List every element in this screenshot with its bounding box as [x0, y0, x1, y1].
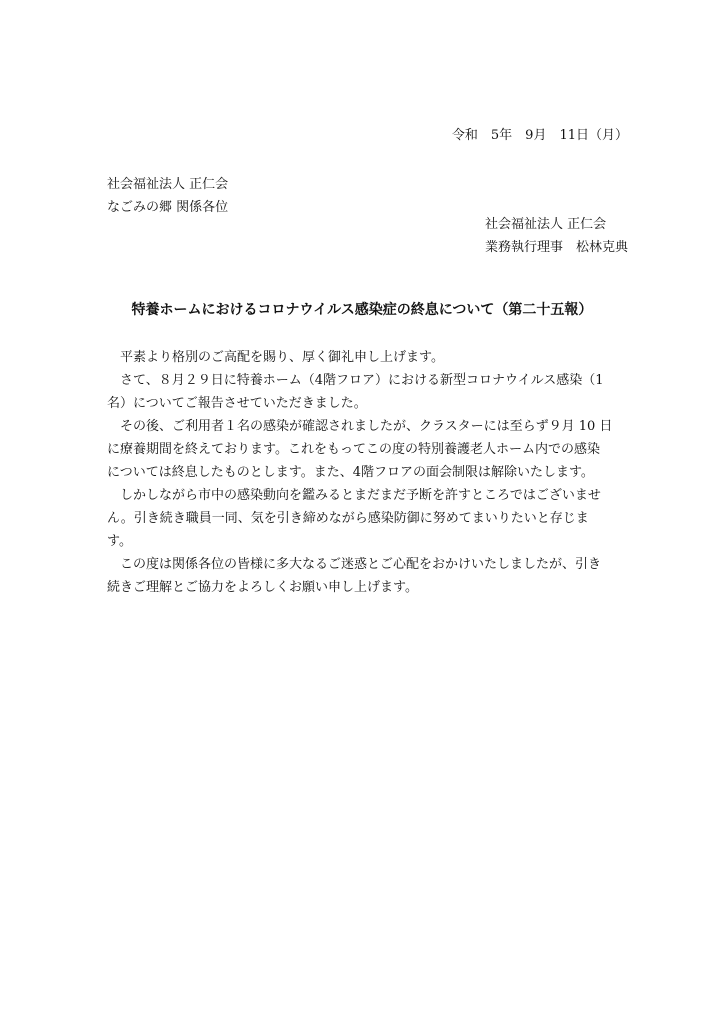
body-line: ん。引き続き職員一同、気を引き締めながら感染防御に努めてまいりたいと存じま [107, 511, 589, 526]
body-line: に療養期間を終えております。これをもってこの度の特別養護老人ホーム内での感染 [107, 442, 600, 457]
sender-block [485, 213, 628, 259]
recipient-line-organization: 社会福祉法人 正仁会 [107, 177, 229, 192]
recipient-block [107, 173, 228, 219]
document-body [107, 346, 627, 599]
sender-organization: 社会福祉法人 正仁会 [484, 217, 607, 232]
sender-title-name: 業務執行理事 松林克典 [484, 240, 628, 255]
body-line: については終息したものとします。また、4階フロアの面会制限は解除いたします。 [107, 465, 594, 480]
body-line: 名）についてご報告させていただきました。 [107, 396, 367, 411]
body-line: さて、８月２９日に特養ホーム（4階フロア）における新型コロナウイルス感染（1 [107, 373, 604, 388]
body-line: 平素より格別のご高配を賜り、厚く御礼申し上げます。 [107, 350, 444, 365]
body-line: この度は関係各位の皆様に多大なるご迷惑とご心配をおかけいたしましたが、引き [107, 557, 602, 572]
body-line: す。 [107, 534, 132, 549]
recipient-line-addressees: なごみの郷 関係各位 [107, 200, 229, 215]
document-date: 令和 5年 9月 11日（月） [451, 128, 628, 143]
body-line: しかしながら市中の感染動向を鑑みるとまだまだ予断を許すところではございませ [107, 488, 601, 503]
document-title: 特養ホームにおけるコロナウイルス感染症の終息について（第二十五報） [131, 302, 593, 318]
body-line: その後、ご利用者１名の感染が確認されましたが、クラスターには至らず９月 10 日 [107, 419, 613, 434]
body-line: 続きご理解とご協力をよろしくお願い申し上げます。 [107, 580, 418, 595]
